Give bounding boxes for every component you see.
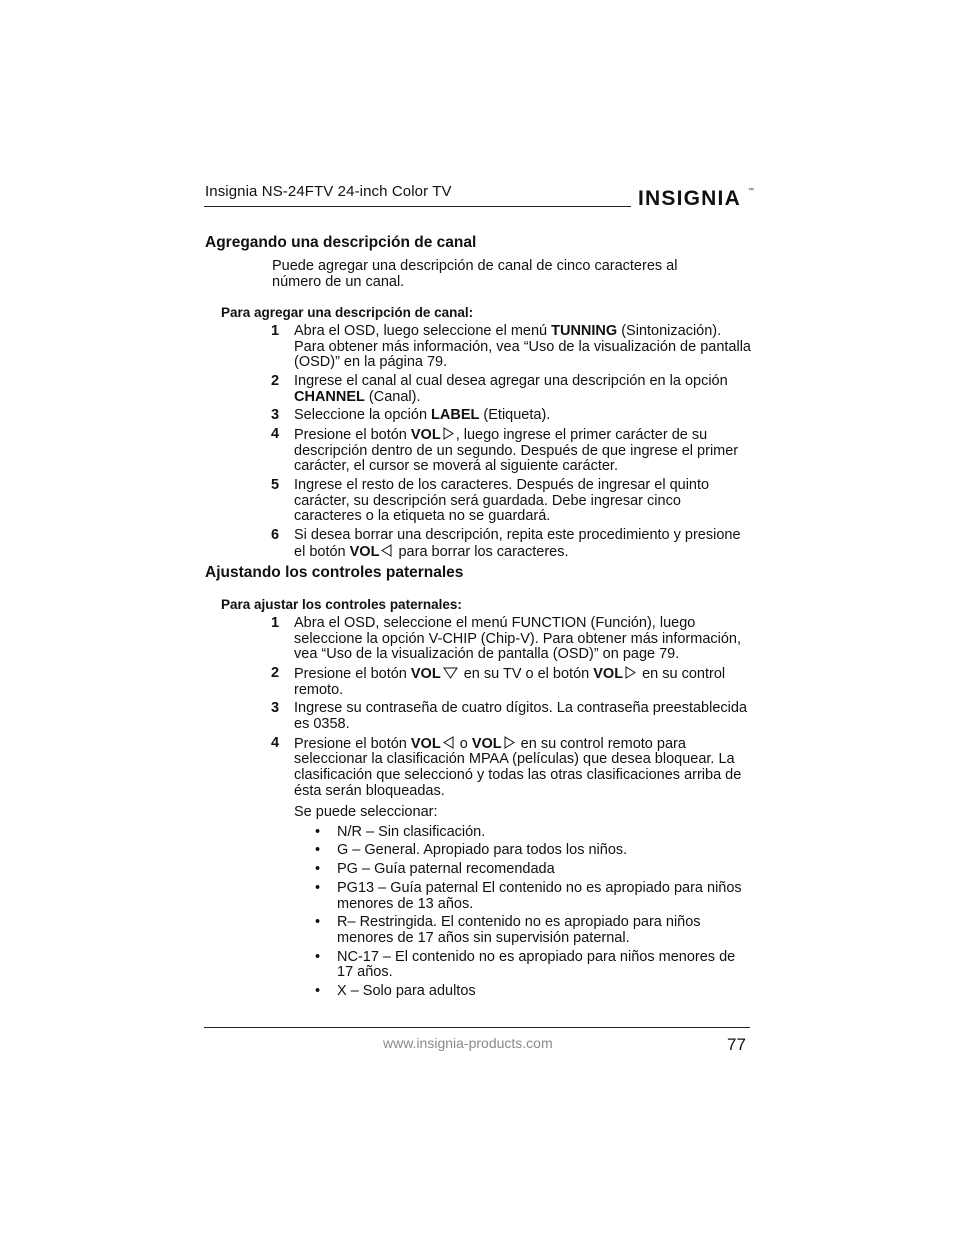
step-item: 5 Ingrese el resto de los caracteres. Después de ingresar el quinto carácter, su descripción será guardada. Debe ingresar cinco caracteres o la etiqueta no se guardará.	[271, 477, 710, 525]
step-item: 3 Seleccione la opción LABEL (Etiqueta).	[271, 407, 551, 424]
page-number: 77	[727, 1035, 746, 1054]
triangle-down-icon	[443, 667, 458, 679]
steps-list-parental-controls	[271, 616, 751, 1003]
footer-rule	[204, 1027, 750, 1028]
list-item: • PG13 – Guía paternal El contenido no es apropiado para niños menores de 13 años.	[294, 881, 751, 912]
procedure-heading: Para ajustar los controles paternales:	[221, 597, 462, 612]
step-item: 3 Ingrese su contraseña de cuatro dígitos. La contraseña preestablecida es 0358.	[271, 700, 748, 732]
bullet: •	[315, 842, 321, 859]
step-item: 2 Presione el botón VOL en su TV o el botón VOL en su control remoto.	[271, 664, 726, 698]
list-item: • NC-17 – El contenido no es apropiado para niños menores de 17 años.	[294, 950, 751, 981]
list-item: • R– Restringida. El contenido no es apropiado para niños menores de 17 años sin supervisión paternal.	[294, 915, 751, 946]
bullet: •	[315, 983, 321, 1000]
bullet: •	[315, 880, 321, 897]
list-item: • X – Solo para adultos	[294, 984, 751, 1000]
list-item: • PG – Guía paternal recomendada	[294, 862, 751, 878]
triangle-left-icon	[381, 544, 392, 557]
triangle-right-icon	[504, 736, 515, 749]
header-rule	[204, 206, 631, 207]
bullet: •	[315, 948, 321, 965]
svg-text:INSIGNIA: INSIGNIA	[638, 187, 741, 210]
step-item: 2 Ingrese el canal al cual desea agregar una descripción en la opción CHANNEL (Canal).	[271, 372, 728, 405]
bullet: •	[315, 861, 321, 878]
section-intro: Puede agregar una descripción de canal de cinco caracteres al número de un canal.	[272, 258, 678, 290]
footer-url: www.insignia-products.com	[383, 1035, 553, 1051]
triangle-right-icon	[443, 427, 454, 440]
list-item: • G – General. Apropiado para todos los niños.	[294, 843, 751, 859]
header-title: Insignia NS-24FTV 24-inch Color TV	[205, 183, 452, 200]
step-item: 4 Presione el botón VOL , luego ingrese el primer carácter de su descripción dentro de un segundo. Después de que ingrese el primer carácter, el cursor se moverá al siguiente carácter.	[271, 426, 739, 475]
triangle-right-icon	[625, 666, 636, 679]
step-item: 4 Presione el botón VOL o VOL en su control remoto para seleccionar la clasificación MPAA (películas) que desea bloquear. La clasificación que seleccionó y todas las otras clasificaciones arriba de ésta serán bloqueadas.	[271, 734, 742, 799]
insignia-logo	[638, 181, 754, 213]
step-item: 1 Abra el OSD, seleccione el menú FUNCTION (Función), luego seleccione la opción V-CHIP (Chip-V). Para obtener más información, vea “Uso de la visualización de pantalla (OSD)” on page 79.	[271, 615, 742, 663]
section-heading-channel-label: Agregando una descripción de canal	[205, 234, 477, 251]
svg-text:™: ™	[748, 188, 754, 194]
selectable-note: Se puede seleccionar:	[294, 804, 438, 821]
ratings-list	[294, 825, 751, 1000]
bullet: •	[315, 823, 321, 840]
section-heading-parental-controls: Ajustando los controles paternales	[205, 564, 464, 581]
triangle-left-icon	[443, 736, 454, 749]
steps-list-channel-label	[271, 324, 751, 563]
procedure-heading: Para agregar una descripción de canal:	[221, 305, 474, 320]
list-item: • N/R – Sin clasificación.	[294, 825, 751, 841]
step-item: 1 Abra el OSD, luego seleccione el menú TUNNING (Sintonización). Para obtener más información, vea “Uso de la visualización de pantalla (OSD)” en la página 79.	[271, 323, 751, 371]
bullet: •	[315, 914, 321, 931]
step-item: 6 Si desea borrar una descripción, repita este procedimiento y presione el botón VOL para borrar los caracteres.	[271, 527, 741, 560]
